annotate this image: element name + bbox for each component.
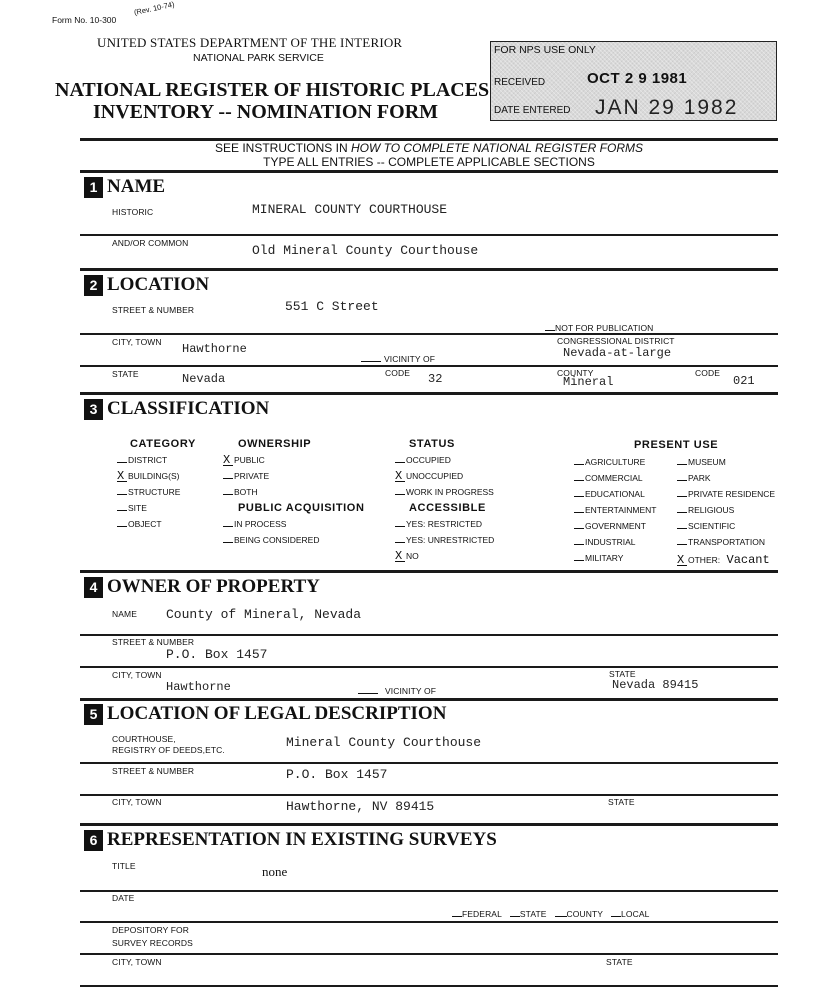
courthouse-label-line1: COURTHOUSE, [112, 734, 176, 744]
county-code-field[interactable]: 021 [733, 374, 755, 388]
ownership-public-checkbox[interactable] [223, 455, 269, 471]
use-transportation-checkbox[interactable] [677, 537, 775, 553]
survey-date-label: DATE [112, 893, 135, 903]
option-label: GOVERNMENT [585, 521, 646, 531]
vicinity-of-label: VICINITY OF [384, 354, 436, 364]
owner-city-label: CITY, TOWN [112, 670, 162, 680]
option-label: OCCUPIED [406, 455, 451, 465]
option-label: FEDERAL [462, 909, 502, 919]
option-label: BUILDING(S) [128, 471, 180, 481]
owner-state-field[interactable]: Nevada 89415 [612, 678, 699, 692]
divider [80, 570, 778, 573]
use-commercial-checkbox[interactable] [574, 473, 656, 489]
checkbox-mark [677, 480, 687, 481]
divider [80, 634, 778, 636]
option-label: SITE [128, 503, 147, 513]
checkbox-mark [574, 560, 584, 561]
divider [80, 234, 778, 236]
legal-street-field[interactable]: P.O. Box 1457 [286, 767, 388, 782]
option-label: UNOCCUPIED [406, 471, 464, 481]
divider [80, 890, 778, 892]
checkbox-mark [117, 526, 127, 527]
use-industrial-checkbox[interactable] [574, 537, 656, 553]
option-label: YES: RESTRICTED [406, 519, 483, 529]
street-number-field[interactable]: 551 C Street [285, 299, 379, 314]
divider [80, 698, 778, 701]
state-label: STATE [112, 369, 139, 379]
nps-use-only-box [490, 41, 777, 121]
section-title: NAME [107, 176, 166, 197]
status-options [395, 455, 494, 503]
owner-street-field[interactable]: P.O. Box 1457 [166, 647, 268, 662]
acquisition-options [223, 519, 320, 551]
ownership-both-checkbox[interactable] [223, 487, 269, 503]
instructions-line2: TYPE ALL ENTRIES -- COMPLETE APPLICABLE SECTIONS [263, 155, 595, 169]
checkbox-mark [574, 480, 584, 481]
date-entered-stamp: JAN 29 1982 [595, 96, 739, 119]
survey-level-federal-checkbox[interactable] [452, 909, 502, 919]
city-town-field[interactable]: Hawthorne [182, 342, 247, 356]
divider [80, 268, 778, 271]
option-label: PRIVATE [234, 471, 270, 481]
courthouse-label-line2: REGISTRY OF DEEDS,ETC. [112, 745, 225, 755]
option-label: AGRICULTURE [585, 457, 646, 467]
owner-street-label: STREET & NUMBER [112, 637, 195, 647]
option-label: ENTERTAINMENT [585, 505, 657, 515]
option-label: MILITARY [585, 553, 624, 563]
section-1-heading [84, 176, 165, 198]
owner-name-label: NAME [112, 609, 137, 619]
owner-name-field[interactable]: County of Mineral, Nevada [166, 607, 362, 622]
option-label: BOTH [234, 487, 258, 497]
use-museum-checkbox[interactable] [677, 457, 775, 473]
form-title-line2: INVENTORY -- NOMINATION FORM [93, 101, 439, 123]
checkbox-mark: X [395, 471, 405, 482]
survey-level-local-checkbox[interactable] [611, 909, 649, 919]
status-occupied-checkbox[interactable] [395, 455, 494, 471]
section-2-heading [84, 274, 209, 296]
checkbox-mark [395, 542, 405, 543]
use-agriculture-checkbox[interactable] [574, 457, 656, 473]
checkbox-mark [117, 462, 127, 463]
divider [80, 392, 778, 395]
checkbox-mark [117, 510, 127, 511]
checkbox-mark [223, 478, 233, 479]
option-label: OTHER: [688, 555, 721, 565]
section-5-heading [84, 703, 446, 725]
status-unoccupied-checkbox[interactable] [395, 471, 494, 487]
vicinity-of-label: VICINITY OF [385, 686, 437, 696]
accessible-options [395, 519, 494, 567]
divider [80, 170, 778, 173]
option-label: EDUCATIONAL [585, 489, 645, 499]
option-label: PARK [688, 473, 711, 483]
legal-city-field[interactable]: Hawthorne, NV 89415 [286, 799, 435, 814]
option-label: DISTRICT [128, 455, 168, 465]
section-title: CLASSIFICATION [107, 398, 270, 419]
street-number-label: STREET & NUMBER [112, 305, 195, 315]
state-field[interactable]: Nevada [182, 372, 226, 386]
ownership-private-checkbox[interactable] [223, 471, 269, 487]
use-entertainment-checkbox[interactable] [574, 505, 656, 521]
category-buildings-checkbox[interactable] [117, 471, 180, 487]
option-label: WORK IN PROGRESS [406, 487, 494, 497]
use-religious-checkbox[interactable] [677, 505, 775, 521]
option-label: COMMERCIAL [585, 473, 643, 483]
option-label: PRIVATE RESIDENCE [688, 489, 776, 499]
owner-city-field[interactable]: Hawthorne [166, 680, 231, 694]
agency-name: NATIONAL PARK SERVICE [193, 52, 324, 64]
use-private-residence-checkbox[interactable] [677, 489, 775, 505]
congressional-district-label: CONGRESSIONAL DISTRICT [557, 336, 675, 346]
divider [80, 794, 778, 796]
option-label: INDUSTRIAL [585, 537, 636, 547]
option-label: STRUCTURE [128, 487, 181, 497]
option-label: TRANSPORTATION [688, 537, 765, 547]
checkbox-mark [574, 512, 584, 513]
ownership-options [223, 455, 269, 503]
use-educational-checkbox[interactable] [574, 489, 656, 505]
instructions-prefix: SEE INSTRUCTIONS IN [214, 141, 351, 155]
nps-box-heading: FOR NPS USE ONLY [494, 44, 596, 56]
checkbox-mark [677, 512, 687, 513]
owner-vicinity-option[interactable] [358, 686, 436, 696]
acquisition-in-process-checkbox[interactable] [223, 519, 320, 535]
checkbox-mark [574, 464, 584, 465]
checkbox-mark [677, 528, 687, 529]
option-label: PUBLIC [234, 455, 265, 465]
survey-level-state-checkbox[interactable] [510, 909, 547, 919]
use-other-checkbox[interactable] [677, 553, 775, 569]
divider [80, 985, 778, 987]
accessible-unrestricted-checkbox[interactable] [395, 535, 494, 551]
divider [80, 666, 778, 668]
received-label: RECEIVED [494, 77, 546, 88]
section-6-heading [84, 829, 497, 851]
section-title: LOCATION OF LEGAL DESCRIPTION [107, 703, 447, 724]
checkbox-mark [677, 544, 687, 545]
checkbox-mark [574, 528, 584, 529]
county-label: COUNTY [557, 368, 594, 378]
section-4-heading [84, 576, 320, 598]
checkbox-mark: X [223, 455, 233, 466]
accessible-heading: ACCESSIBLE [409, 502, 486, 514]
legal-street-label: STREET & NUMBER [112, 766, 195, 776]
option-label: LOCAL [621, 909, 650, 919]
category-object-checkbox[interactable] [117, 519, 180, 535]
ownership-heading: OWNERSHIP [238, 438, 312, 450]
section-title: REPRESENTATION IN EXISTING SURVEYS [107, 829, 497, 850]
state-code-field[interactable]: 32 [428, 372, 443, 386]
section-number-badge: 2 [84, 275, 103, 296]
option-label: SCIENTIFIC [688, 521, 736, 531]
option-label: MUSEUM [688, 457, 726, 467]
date-entered-label: DATE ENTERED [494, 105, 571, 116]
divider [80, 365, 778, 367]
department-name: UNITED STATES DEPARTMENT OF THE INTERIOR [97, 35, 403, 50]
option-label: COUNTY [566, 909, 604, 919]
instructions-line1 [80, 141, 778, 155]
section-3-heading [84, 398, 269, 420]
category-heading: CATEGORY [130, 438, 196, 450]
checkbox-mark [223, 542, 233, 543]
common-name-field[interactable]: Old Mineral County Courthouse [252, 243, 479, 258]
checkbox-mark: X [677, 555, 687, 566]
checkbox-mark [223, 494, 233, 495]
use-military-checkbox[interactable] [574, 553, 656, 569]
category-site-checkbox[interactable] [117, 503, 180, 519]
received-stamp: OCT 2 9 1981 [587, 70, 688, 87]
not-for-publication-option[interactable] [545, 323, 653, 333]
status-heading: STATUS [409, 438, 455, 450]
depository-label-line1: DEPOSITORY FOR [112, 925, 189, 935]
public-acquisition-heading: PUBLIC ACQUISITION [238, 502, 365, 514]
section-number-badge: 1 [84, 177, 103, 198]
courthouse-field[interactable]: Mineral County Courthouse [286, 735, 482, 750]
checkbox-mark [223, 526, 233, 527]
checkbox-mark [574, 544, 584, 545]
common-name-label: AND/OR COMMON [112, 238, 189, 248]
use-scientific-checkbox[interactable] [677, 521, 775, 537]
present-use-heading: PRESENT USE [634, 439, 719, 451]
section-number-badge: 3 [84, 399, 103, 420]
county-code-label: CODE [695, 368, 720, 378]
option-label: OBJECT [128, 519, 162, 529]
divider [80, 921, 778, 923]
option-label: STATE [519, 909, 547, 919]
section-number-badge: 4 [84, 577, 103, 598]
section-number-badge: 6 [84, 830, 103, 851]
state-code-label: CODE [385, 368, 410, 378]
divider [80, 823, 778, 826]
checkbox-mark [677, 464, 687, 465]
divider [80, 762, 778, 764]
form-revision: (Rev. 10-74) [133, 0, 176, 17]
depository-label-line2: SURVEY RECORDS [112, 938, 193, 948]
category-structure-checkbox[interactable] [117, 487, 180, 503]
category-options [117, 455, 180, 535]
section-title: LOCATION [107, 274, 210, 295]
owner-state-label: STATE [609, 669, 636, 679]
use-government-checkbox[interactable] [574, 521, 656, 537]
option-label: RELIGIOUS [688, 505, 735, 515]
accessible-no-checkbox[interactable] [395, 551, 494, 567]
city-town-label: CITY, TOWN [112, 337, 162, 347]
status-work-in-progress-checkbox[interactable] [395, 487, 494, 503]
legal-state-label: STATE [608, 797, 635, 807]
present-use-column-2 [677, 457, 775, 569]
checkbox-mark [574, 496, 584, 497]
checkbox-mark [395, 526, 405, 527]
accessible-restricted-checkbox[interactable] [395, 519, 494, 535]
congressional-district-field[interactable]: Nevada-at-large [563, 346, 672, 360]
checkbox-mark [117, 494, 127, 495]
section-title: OWNER OF PROPERTY [107, 576, 320, 597]
historic-name-field[interactable]: MINERAL COUNTY COURTHOUSE [252, 202, 448, 217]
form-number: Form No. 10-300 [52, 15, 117, 25]
checkbox-mark: X [117, 471, 127, 482]
not-for-publication-label: NOT FOR PUBLICATION [555, 323, 654, 333]
other-use-field[interactable]: Vacant [726, 553, 770, 567]
option-label: BEING CONSIDERED [234, 535, 320, 545]
checkbox-mark [677, 496, 687, 497]
checkbox-mark [395, 462, 405, 463]
survey-level-options [452, 909, 649, 919]
survey-title-label: TITLE [112, 861, 136, 871]
vicinity-of-option[interactable] [361, 354, 435, 364]
instructions-reference: HOW TO COMPLETE NATIONAL REGISTER FORMS [350, 141, 644, 155]
survey-city-label: CITY, TOWN [112, 957, 162, 967]
survey-state-label: STATE [606, 957, 633, 967]
option-label: IN PROCESS [234, 519, 287, 529]
divider [80, 333, 778, 335]
category-district-checkbox[interactable] [117, 455, 180, 471]
checkbox-mark [395, 494, 405, 495]
option-label: NO [406, 551, 419, 561]
use-park-checkbox[interactable] [677, 473, 775, 489]
section-number-badge: 5 [84, 704, 103, 725]
present-use-column-1 [574, 457, 656, 569]
legal-city-label: CITY, TOWN [112, 797, 162, 807]
survey-title-field[interactable]: none [262, 864, 288, 879]
historic-label: HISTORIC [112, 207, 154, 217]
form-title-line1: NATIONAL REGISTER OF HISTORIC PLACES [55, 79, 490, 101]
survey-level-county-checkbox[interactable] [555, 909, 604, 919]
county-field[interactable]: Mineral [563, 375, 614, 389]
checkbox-mark: X [395, 551, 405, 562]
divider [80, 953, 778, 955]
acquisition-being-considered-checkbox[interactable] [223, 535, 320, 551]
option-label: YES: UNRESTRICTED [406, 535, 495, 545]
